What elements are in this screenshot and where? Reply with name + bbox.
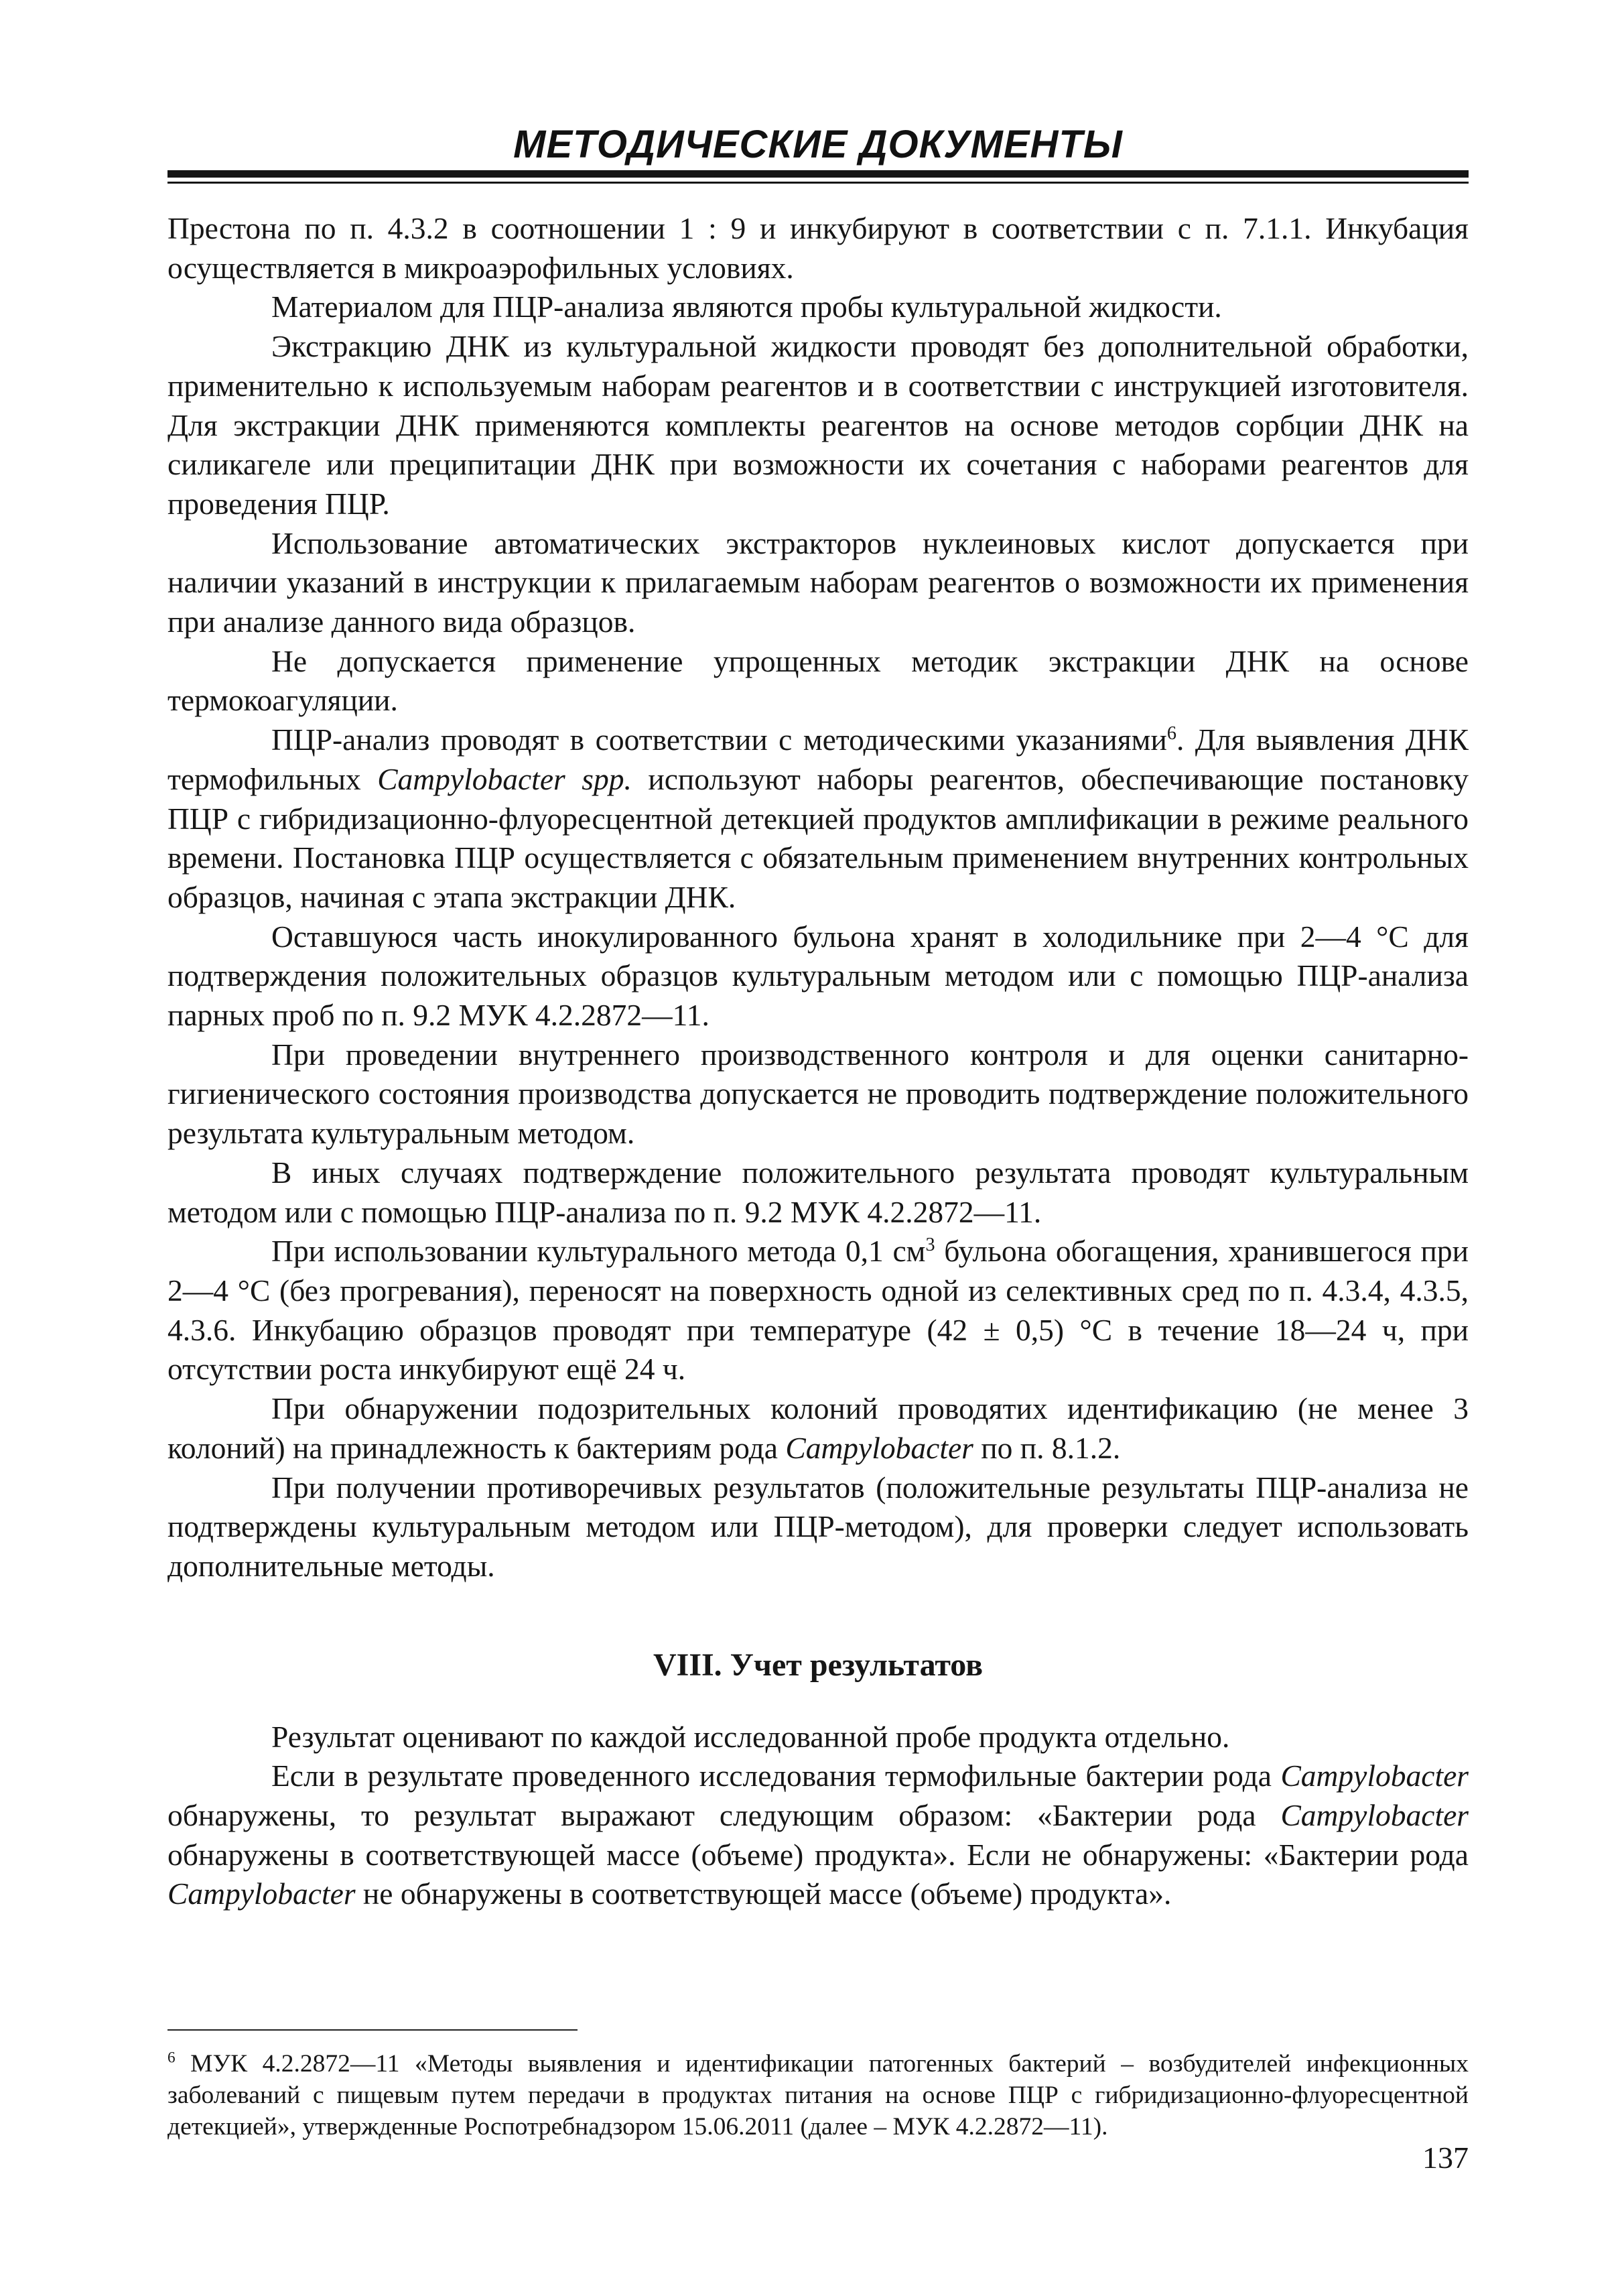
header-rule-thick xyxy=(167,170,1469,178)
paragraph-text: обнаружены в соответствующей массе (объеме) продукта». Если не обнаружены: «Бактерии рода xyxy=(167,1837,1469,1872)
paragraph-text: При проведении внутреннего производственного контроля и для оценки санитарно-гигиенического состояния производства допускается не проводить подтверждение положительного результата культуральным методом. xyxy=(167,1037,1469,1151)
paragraph-3 xyxy=(167,327,1469,524)
section-paragraph-1 xyxy=(167,1718,1469,1757)
paragraph-text: ПЦР-анализ проводят в соответствии с методическими указаниями xyxy=(271,722,1167,757)
unit-exponent: 3 xyxy=(925,1234,935,1256)
paragraph-text: Материалом для ПЦР-анализа являются пробы культуральной жидкости. xyxy=(271,290,1222,324)
paragraph-text: бульона обогащения, хранившегося при 2—4 °С (без прогревания), переносят на поверхность одной из селективных сред по п. 4.3.4, 4.3.5, 4.3.6. Инкубацию образцов проводят при температуре (42 ± 0,5) °С в течение 18—24 ч, при отсутствии роста инкубируют ещё 24 ч. xyxy=(167,1234,1469,1387)
paragraph-5 xyxy=(167,642,1469,720)
page-number: 137 xyxy=(1422,2141,1469,2175)
paragraph-text: . Для выявления ДНК термофильных xyxy=(167,722,1469,796)
paragraph-text: обнаружены, то результат выражают следующим образом: «Бактерии рода xyxy=(167,1798,1281,1833)
paragraph-6 xyxy=(167,720,1469,917)
paragraph-text: При получении противоречивых результатов (положительные результаты ПЦР-анализа не подтверждены культуральным методом или ПЦР-методом), для проверки следует использовать дополнительные методы. xyxy=(167,1470,1469,1583)
section-heading: VIII. Учет результатов xyxy=(653,1647,984,1683)
footnote-6 xyxy=(167,2048,1469,2143)
footnote-text: МУК 4.2.2872—11 «Методы выявления и идентификации патогенных бактерий – возбудителей инфекционных заболеваний с пищевым путем передачи в продуктах питания на основе ПЦР с гибридизационно-флуоресцентной детекцией», утвержденные Роспотребнадзором 15.06.2011 (далее – МУК 4.2.2872—11). xyxy=(167,2050,1469,2141)
paragraph-text: Если в результате проведенного исследования термофильные бактерии рода xyxy=(271,1759,1281,1793)
section-paragraph-2 xyxy=(167,1757,1469,1914)
paragraph-12 xyxy=(167,1468,1469,1586)
footnote-separator xyxy=(167,2029,578,2031)
footnotes xyxy=(167,2048,1469,2143)
paragraph-text: используют наборы реагентов, обеспечивающие постановку ПЦР с гибридизационно-флуоресцентной детекцией продуктов амплификации в режиме реального времени. Постановка ПЦР осуществляется с обязательным применением внутренних контрольных образцов, начиная с этапа экстракции ДНК. xyxy=(167,761,1469,914)
genus-name: Campylobacter xyxy=(1280,1759,1469,1793)
paragraph-text: Оставшуюся часть инокулированного бульона хранят в холодильнике при 2—4 °С для подтверждения положительных образцов культуральным методом или с помощью ПЦР-анализа парных проб по п. 9.2 МУК 4.2.2872—11. xyxy=(167,919,1469,1033)
paragraph-text: При использовании культурального метода 0,1 см xyxy=(271,1234,926,1269)
species-name: Campylobacter spp. xyxy=(377,761,632,796)
header-title: МЕТОДИЧЕСКИЕ ДОКУМЕНТЫ xyxy=(513,123,1123,166)
paragraph-text: Не допускается применение упрощенных методик экстракции ДНК на основе термокоагуляции. xyxy=(167,643,1469,718)
paragraph-1 xyxy=(167,209,1469,288)
paragraph-text: Экстракцию ДНК из культуральной жидкости проводят без дополнительной обработки, применительно к используемым наборам реагентов и в соответствии с инструкцией изготовителя. Для экстракции ДНК применяются комплекты реагентов на основе методов сорбции ДНК на силикагеле или преципитации ДНК при возможности их сочетания с наборами реагентов для проведения ПЦР. xyxy=(167,329,1469,521)
paragraph-8 xyxy=(167,1035,1469,1153)
header-rule-thin xyxy=(167,182,1469,184)
running-header xyxy=(167,121,1469,184)
paragraph-text: В иных случаях подтверждение положительного результата проводят культуральным методом или с помощью ПЦР-анализа по п. 9.2 МУК 4.2.2872—11. xyxy=(167,1155,1469,1229)
paragraph-10 xyxy=(167,1232,1469,1389)
genus-name: Campylobacter xyxy=(167,1876,356,1911)
genus-name: Campylobacter xyxy=(785,1430,973,1465)
paragraph-text: Результат оценивают по каждой исследованной пробе продукта отдельно. xyxy=(271,1719,1230,1754)
paragraph-text: При обнаружении подозрительных колоний проводятих идентификацию (не менее 3 колоний) на принадлежность к бактериям рода xyxy=(167,1391,1469,1465)
paragraph-4 xyxy=(167,524,1469,642)
paragraph-text: по п. 8.1.2. xyxy=(973,1430,1121,1465)
paragraph-7 xyxy=(167,917,1469,1035)
paragraph-text: не обнаружены в соответствующей массе (объеме) продукта». xyxy=(355,1876,1172,1911)
body-text xyxy=(167,209,1469,1914)
footnote-marker: 6 xyxy=(167,2049,176,2067)
paragraph-9 xyxy=(167,1153,1469,1232)
paragraph-11 xyxy=(167,1389,1469,1468)
genus-name: Campylobacter xyxy=(1280,1798,1469,1833)
paragraph-text: Престона по п. 4.3.2 в соотношении 1 : 9 и инкубируют в соответствии с п. 7.1.1. Инкубация осуществляется в микроаэрофильных условиях. xyxy=(167,211,1469,285)
paragraph-2 xyxy=(167,288,1469,327)
paragraph-text: Использование автоматических экстракторов нуклеиновых кислот допускается при наличии указаний в инструкции к прилагаемым наборам реагентов о возможности их применения при анализе данного вида образцов. xyxy=(167,525,1469,639)
footnote-ref[interactable]: 6 xyxy=(1166,722,1176,744)
